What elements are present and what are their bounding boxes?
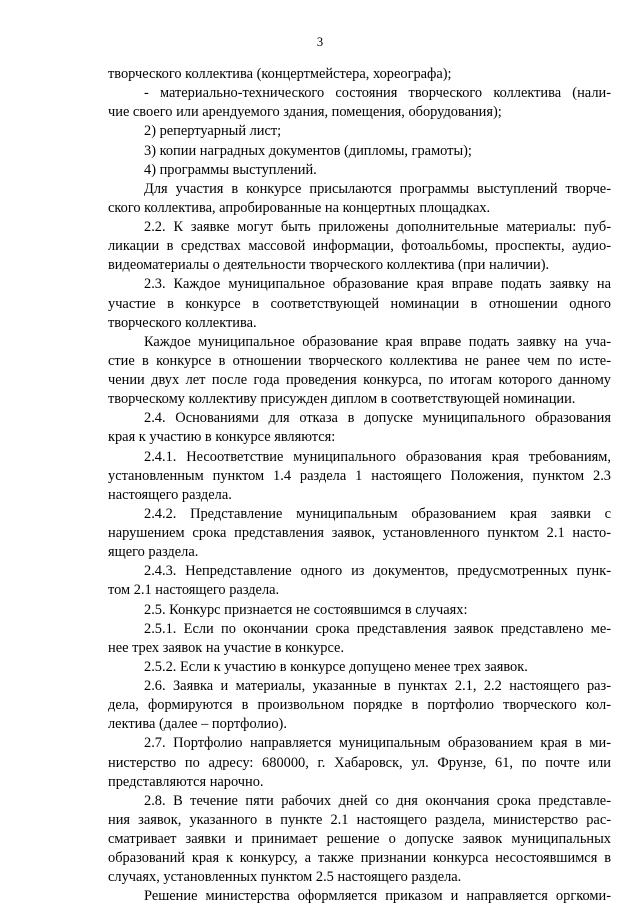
text-line: том 2.1 настоящего раздела.	[108, 582, 280, 599]
text-line: ния заявок, указанного в пункте 2.1 настоящего раздела, министерство рас-	[108, 811, 611, 828]
text-line: 4) программы выступлений.	[144, 161, 317, 178]
text-line: края к участию в конкурсе являются:	[108, 429, 336, 446]
text-line: нее трех заявок на участие в конкурсе.	[108, 639, 345, 656]
text-line: 2) репертуарный лист;	[144, 123, 282, 140]
text-line: Решение министерства оформляется приказом и направляется оргкоми-	[144, 888, 611, 905]
text-line: 2.4.3. Непредставление одного из документов, предусмотренных пунк-	[144, 563, 611, 580]
text-line: 2.5.2. Если к участию в конкурсе допущено менее трех заявок.	[144, 658, 528, 675]
text-line: 2.5.1. Если по окончании срока представления заявок представлено ме-	[144, 620, 611, 637]
document-body	[108, 65, 611, 907]
text-line: образований края к конкурсу, а также признании конкурса несостоявшимся в	[108, 850, 611, 867]
text-line: ящего раздела.	[108, 544, 199, 561]
text-line: 2.7. Портфолио направляется муниципальным образованием края в ми-	[144, 735, 611, 752]
text-line: Для участия в конкурсе присылаются программы выступлений творче-	[144, 180, 611, 197]
text-line: ликации в средствах массовой информации, фотоальбомы, проспекты, аудио-	[108, 238, 611, 255]
text-line: 2.4.1. Несоответствие муниципального образования края требованиям,	[144, 448, 611, 465]
text-line: 2.8. В течение пяти рабочих дней со дня окончания срока представле-	[144, 792, 611, 809]
text-line: - материально-технического состояния творческого коллектива (нали-	[144, 85, 611, 102]
page-number: 3	[316, 35, 324, 49]
text-line: чие своего или арендуемого здания, помещения, оборудования);	[108, 104, 502, 121]
text-line: сматривает заявки и принимает решение о допуске заявок муниципальных	[108, 831, 611, 847]
text-line: стие в конкурсе в отношении творческого коллектива не ранее чем по исте-	[108, 352, 611, 369]
text-line: 2.5. Конкурс признается не состоявшимся в случаях:	[144, 601, 468, 618]
text-line: видеоматериалы о деятельности творческого коллектива (при наличии).	[108, 257, 550, 274]
text-line: 2.6. Заявка и материалы, указанные в пунктах 2.1, 2.2 настоящего раз-	[144, 678, 611, 694]
text-line: дела, формируются в произвольном порядке в портфолио творческого кол-	[108, 697, 611, 714]
text-line: Каждое муниципальное образование края вправе подать заявку на уча-	[144, 333, 611, 350]
text-line: 2.4. Основаниями для отказа в допуске муниципального образования	[144, 410, 611, 427]
text-line: 2.3. Каждое муниципальное образование края вправе подать заявку на	[144, 276, 611, 293]
text-line: ского коллектива, апробированные на концертных площадках.	[108, 199, 491, 216]
text-line: 2.2. К заявке могут быть приложены дополнительные материалы: пуб-	[144, 219, 611, 235]
text-line: чении двух лет после года проведения конкурса, по итогам которого данному	[108, 372, 611, 388]
text-line: 3) копии наградных документов (дипломы, грамоты);	[144, 142, 472, 159]
text-line: случаях, установленных пунктом 2.5 настоящего раздела.	[108, 869, 462, 886]
text-line: участие в конкурсе в соответствующей номинации в отношении одного	[108, 295, 611, 312]
text-line: настоящего раздела.	[108, 486, 232, 503]
text-line: представляются нарочно.	[108, 773, 264, 790]
text-line: 2.4.2. Представление муниципальным образованием края заявки с	[144, 505, 611, 522]
text-line: нарушением срока представления заявок, установленного пунктом 2.1 насто-	[108, 525, 611, 541]
text-line: лектива (далее – портфолио).	[108, 716, 287, 733]
text-line: творческого коллектива (концертмейстера, хореографа);	[108, 66, 452, 82]
text-line: творческому коллективу присужден диплом в соответствующей номинации.	[108, 391, 576, 408]
text-line: нистерство по адресу: 680000, г. Хабаровск, ул. Фрунзе, 61, по почте или	[108, 754, 611, 771]
text-line: установленным пунктом 1.4 раздела 1 настоящего Положения, пунктом 2.3	[108, 467, 611, 484]
text-line: творческого коллектива.	[108, 314, 257, 331]
